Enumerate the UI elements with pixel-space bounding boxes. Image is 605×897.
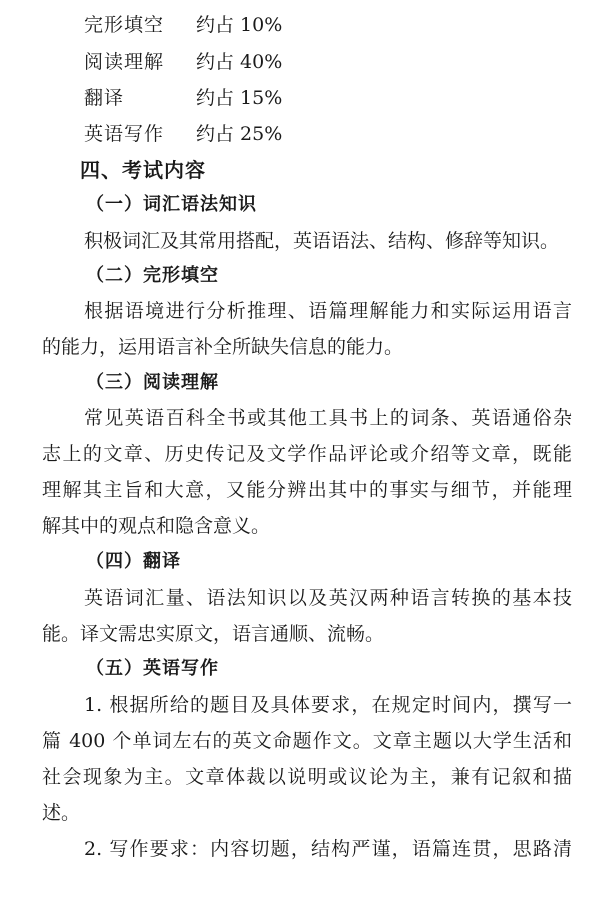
body-line: 述。 [42,802,81,824]
body-line: 积极词汇及其常用搭配，英语语法、结构、修辞等知识。 [84,230,560,252]
score-item-percent: 约占 40% [196,51,283,73]
score-row [84,122,282,146]
score-row [84,86,282,110]
score-item-percent: 约占 10% [196,14,283,36]
score-item-percent: 约占 25% [196,123,283,145]
body-line: 1. 根据所给的题目及具体要求，在规定时间内，撰写一 [84,694,572,716]
body-line: 解其中的观点和隐含意义。 [42,515,271,537]
subsection-title: （五）英语写作 [86,658,219,679]
subsection-title: （二）完形填空 [86,265,219,286]
body-line: 篇 400 个单词左右的英文命题作文。文章主题以大学生活和 [42,730,572,752]
body-line: 根据语境进行分析推理、语篇理解能力和实际运用语言 [84,300,572,322]
subsection-title: （四）翻译 [86,551,181,572]
score-item-name: 英语写作 [84,123,165,145]
body-line: 的能力，运用语言补全所缺失信息的能力。 [42,336,404,358]
body-line: 志上的文章、历史传记及文学作品评论或介绍等文章，既能 [42,443,572,465]
score-row [84,13,282,37]
body-line: 理解其主旨和大意，又能分辨出其中的事实与细节，并能理 [42,479,572,501]
body-line: 常见英语百科全书或其他工具书上的词条、英语通俗杂 [84,407,572,429]
subsection-title: （三）阅读理解 [86,372,219,393]
score-item-name: 完形填空 [84,14,165,36]
score-item-name: 阅读理解 [84,51,165,73]
subsection-body [42,223,572,259]
body-line: 能。译文需忠实原文，语言通顺、流畅。 [42,623,385,645]
score-item-name: 翻译 [84,87,125,109]
body-line: 2. 写作要求：内容切题，结构严谨，语篇连贯，思路清 [84,838,572,860]
subsection-title: （一）词汇语法知识 [86,194,257,215]
score-item-percent: 约占 15% [196,87,283,109]
subsection-body [42,687,572,867]
body-line: 英语词汇量、语法知识以及英汉两种语言转换的基本技 [84,587,572,609]
subsection-body [42,293,572,365]
section-title: 四、考试内容 [80,158,206,182]
subsection-body [42,580,572,652]
subsection-body [42,400,572,544]
body-line: 社会现象为主。文章体裁以说明或议论为主，兼有记叙和描 [42,766,572,788]
score-row [84,50,282,74]
